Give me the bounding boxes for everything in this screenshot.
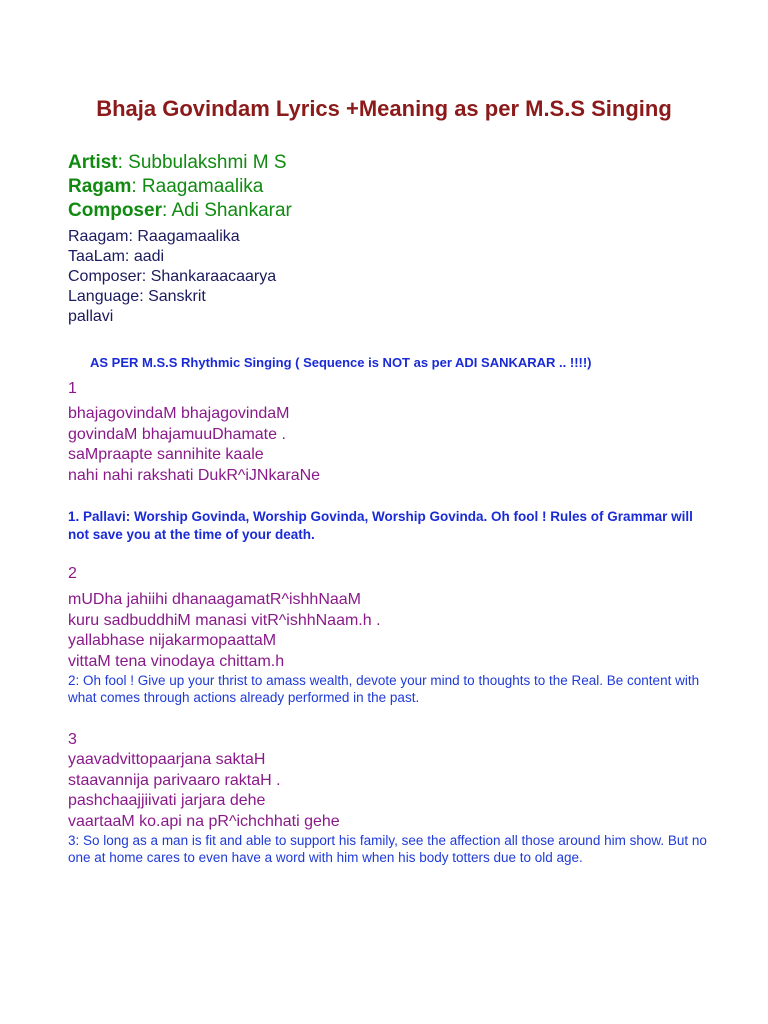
- lyric-line: staavannija parivaaro raktaH .: [68, 771, 281, 789]
- info-language: Language: Sanskrit: [68, 288, 206, 305]
- lyric-line: mUDha jahiihi dhanaagamatR^ishhNaaM: [68, 591, 361, 608]
- lyric-line: vittaM tena vinodaya chittam.h: [68, 652, 285, 670]
- song-info: [68, 227, 276, 327]
- info-composer: Composer: Shankaraacaarya: [68, 268, 277, 285]
- meta-ragam: [68, 175, 292, 199]
- meta-value: : Raagamaalika: [131, 176, 264, 197]
- meta-value: : Subbulakshmi M S: [117, 152, 287, 173]
- info-pallavi: pallavi: [68, 308, 114, 325]
- lyric-line: kuru sadbuddhiM manasi vitR^ishhNaam.h .: [68, 611, 381, 629]
- verse-meaning: 1. Pallavi: Worship Govinda, Worship Govinda, Worship Govinda. Oh fool ! Rules of Grammar will not save you at the time of your death.: [68, 509, 693, 542]
- lyric-line: nahi nahi rakshati DukR^iJNkaraNe: [68, 466, 321, 484]
- lyric-line: govindaM bhajamuuDhamate .: [68, 425, 286, 443]
- info-taalam: TaaLam: aadi: [68, 248, 165, 265]
- lyric-line: yallabhase nijakarmopaattaM: [68, 632, 277, 649]
- verse-number: 2: [68, 565, 77, 582]
- meta-artist: [68, 151, 292, 175]
- meta-label: Ragam: [68, 176, 132, 197]
- meta-label: Composer: [68, 200, 162, 221]
- lyric-line: vaartaaM ko.api na pR^ichchhati gehe: [68, 812, 340, 830]
- verse-meaning: 2: Oh fool ! Give up your thrist to amass wealth, devote your mind to thoughts to the Real. Be content with what comes through actions already performed in the past.: [68, 673, 700, 705]
- meta-composer: [68, 199, 292, 223]
- verse-lyrics: [68, 404, 320, 486]
- lyric-line: saMpraapte sannihite kaale: [68, 446, 264, 463]
- lyric-line: bhajagovindaM bhajagovindaM: [68, 405, 290, 422]
- verse-meaning: 3: So long as a man is fit and able to support his family, see the affection all those around him show. But no one at home cares to even have a word with him when his body totters due to old age.: [68, 833, 707, 865]
- verse-lyrics: [68, 590, 381, 672]
- meta-label: Artist: [68, 152, 118, 173]
- verse-number: 3: [68, 731, 77, 748]
- page-title: Bhaja Govindam Lyrics +Meaning as per M.S.S Singing: [96, 96, 672, 121]
- verse-lyrics: [68, 750, 340, 832]
- sequence-note: AS PER M.S.S Rhythmic Singing ( Sequence is NOT as per ADI SANKARAR .. !!!!): [90, 355, 592, 370]
- song-meta: [68, 151, 292, 223]
- lyric-line: yaavadvittopaarjana saktaH: [68, 751, 266, 768]
- info-raagam: Raagam: Raagamaalika: [68, 228, 240, 245]
- lyric-line: pashchaajjiivati jarjara dehe: [68, 792, 266, 809]
- meta-value: : Adi Shankarar: [161, 200, 292, 221]
- verse-number: 1: [68, 380, 77, 397]
